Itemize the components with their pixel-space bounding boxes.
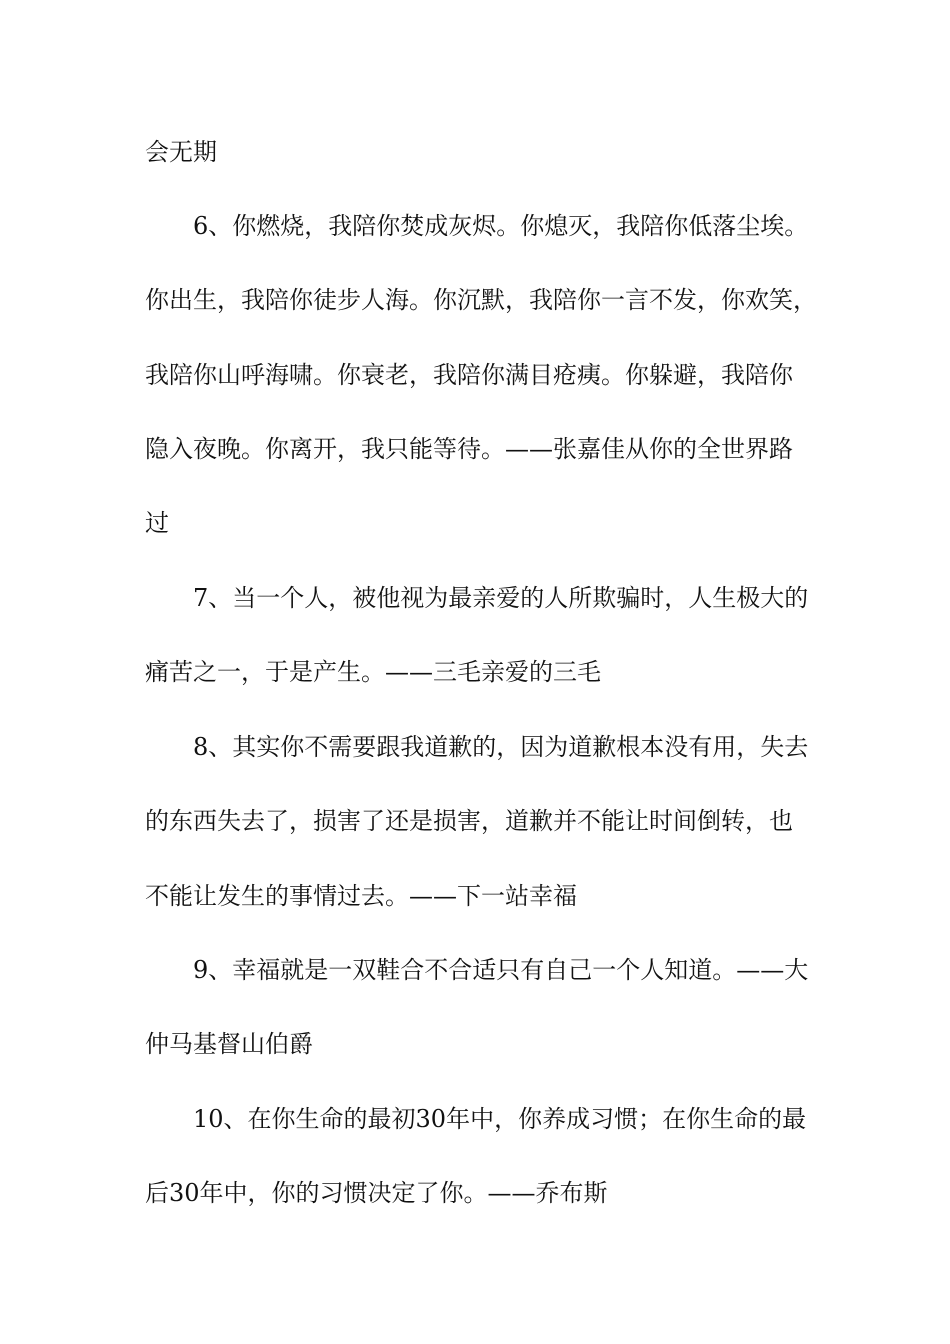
text-line: 仲马基督山伯爵 [145, 1030, 313, 1058]
text-line: 后30年中，你的习惯决定了你。——乔布斯 [145, 1179, 608, 1207]
text-line: 过 [145, 509, 169, 537]
text-line: 6、你燃烧，我陪你焚成灰烬。你熄灭，我陪你低落尘埃。 [193, 212, 809, 240]
text-line: 你出生，我陪你徒步人海。你沉默，我陪你一言不发，你欢笑， [145, 286, 817, 314]
text-line: 7、当一个人，被他视为最亲爱的人所欺骗时，人生极大的 [193, 584, 809, 612]
text-line: 痛苦之一，于是产生。——三毛亲爱的三毛 [145, 658, 601, 686]
text-line: 我陪你山呼海啸。你衰老，我陪你满目疮痍。你躲避，我陪你 [145, 361, 793, 389]
text-line: 的东西失去了，损害了还是损害，道歉并不能让时间倒转，也 [145, 807, 793, 835]
text-line: 隐入夜晚。你离开，我只能等待。——张嘉佳从你的全世界路 [145, 435, 793, 463]
text-line: 不能让发生的事情过去。——下一站幸福 [145, 882, 577, 910]
text-line: 9、幸福就是一双鞋合不合适只有自己一个人知道。——大 [193, 956, 809, 984]
text-line: 10、在你生命的最初30年中，你养成习惯；在你生命的最 [193, 1105, 807, 1133]
text-line: 8、其实你不需要跟我道歉的，因为道歉根本没有用，失去 [193, 733, 809, 761]
text-line: 会无期 [145, 138, 217, 166]
